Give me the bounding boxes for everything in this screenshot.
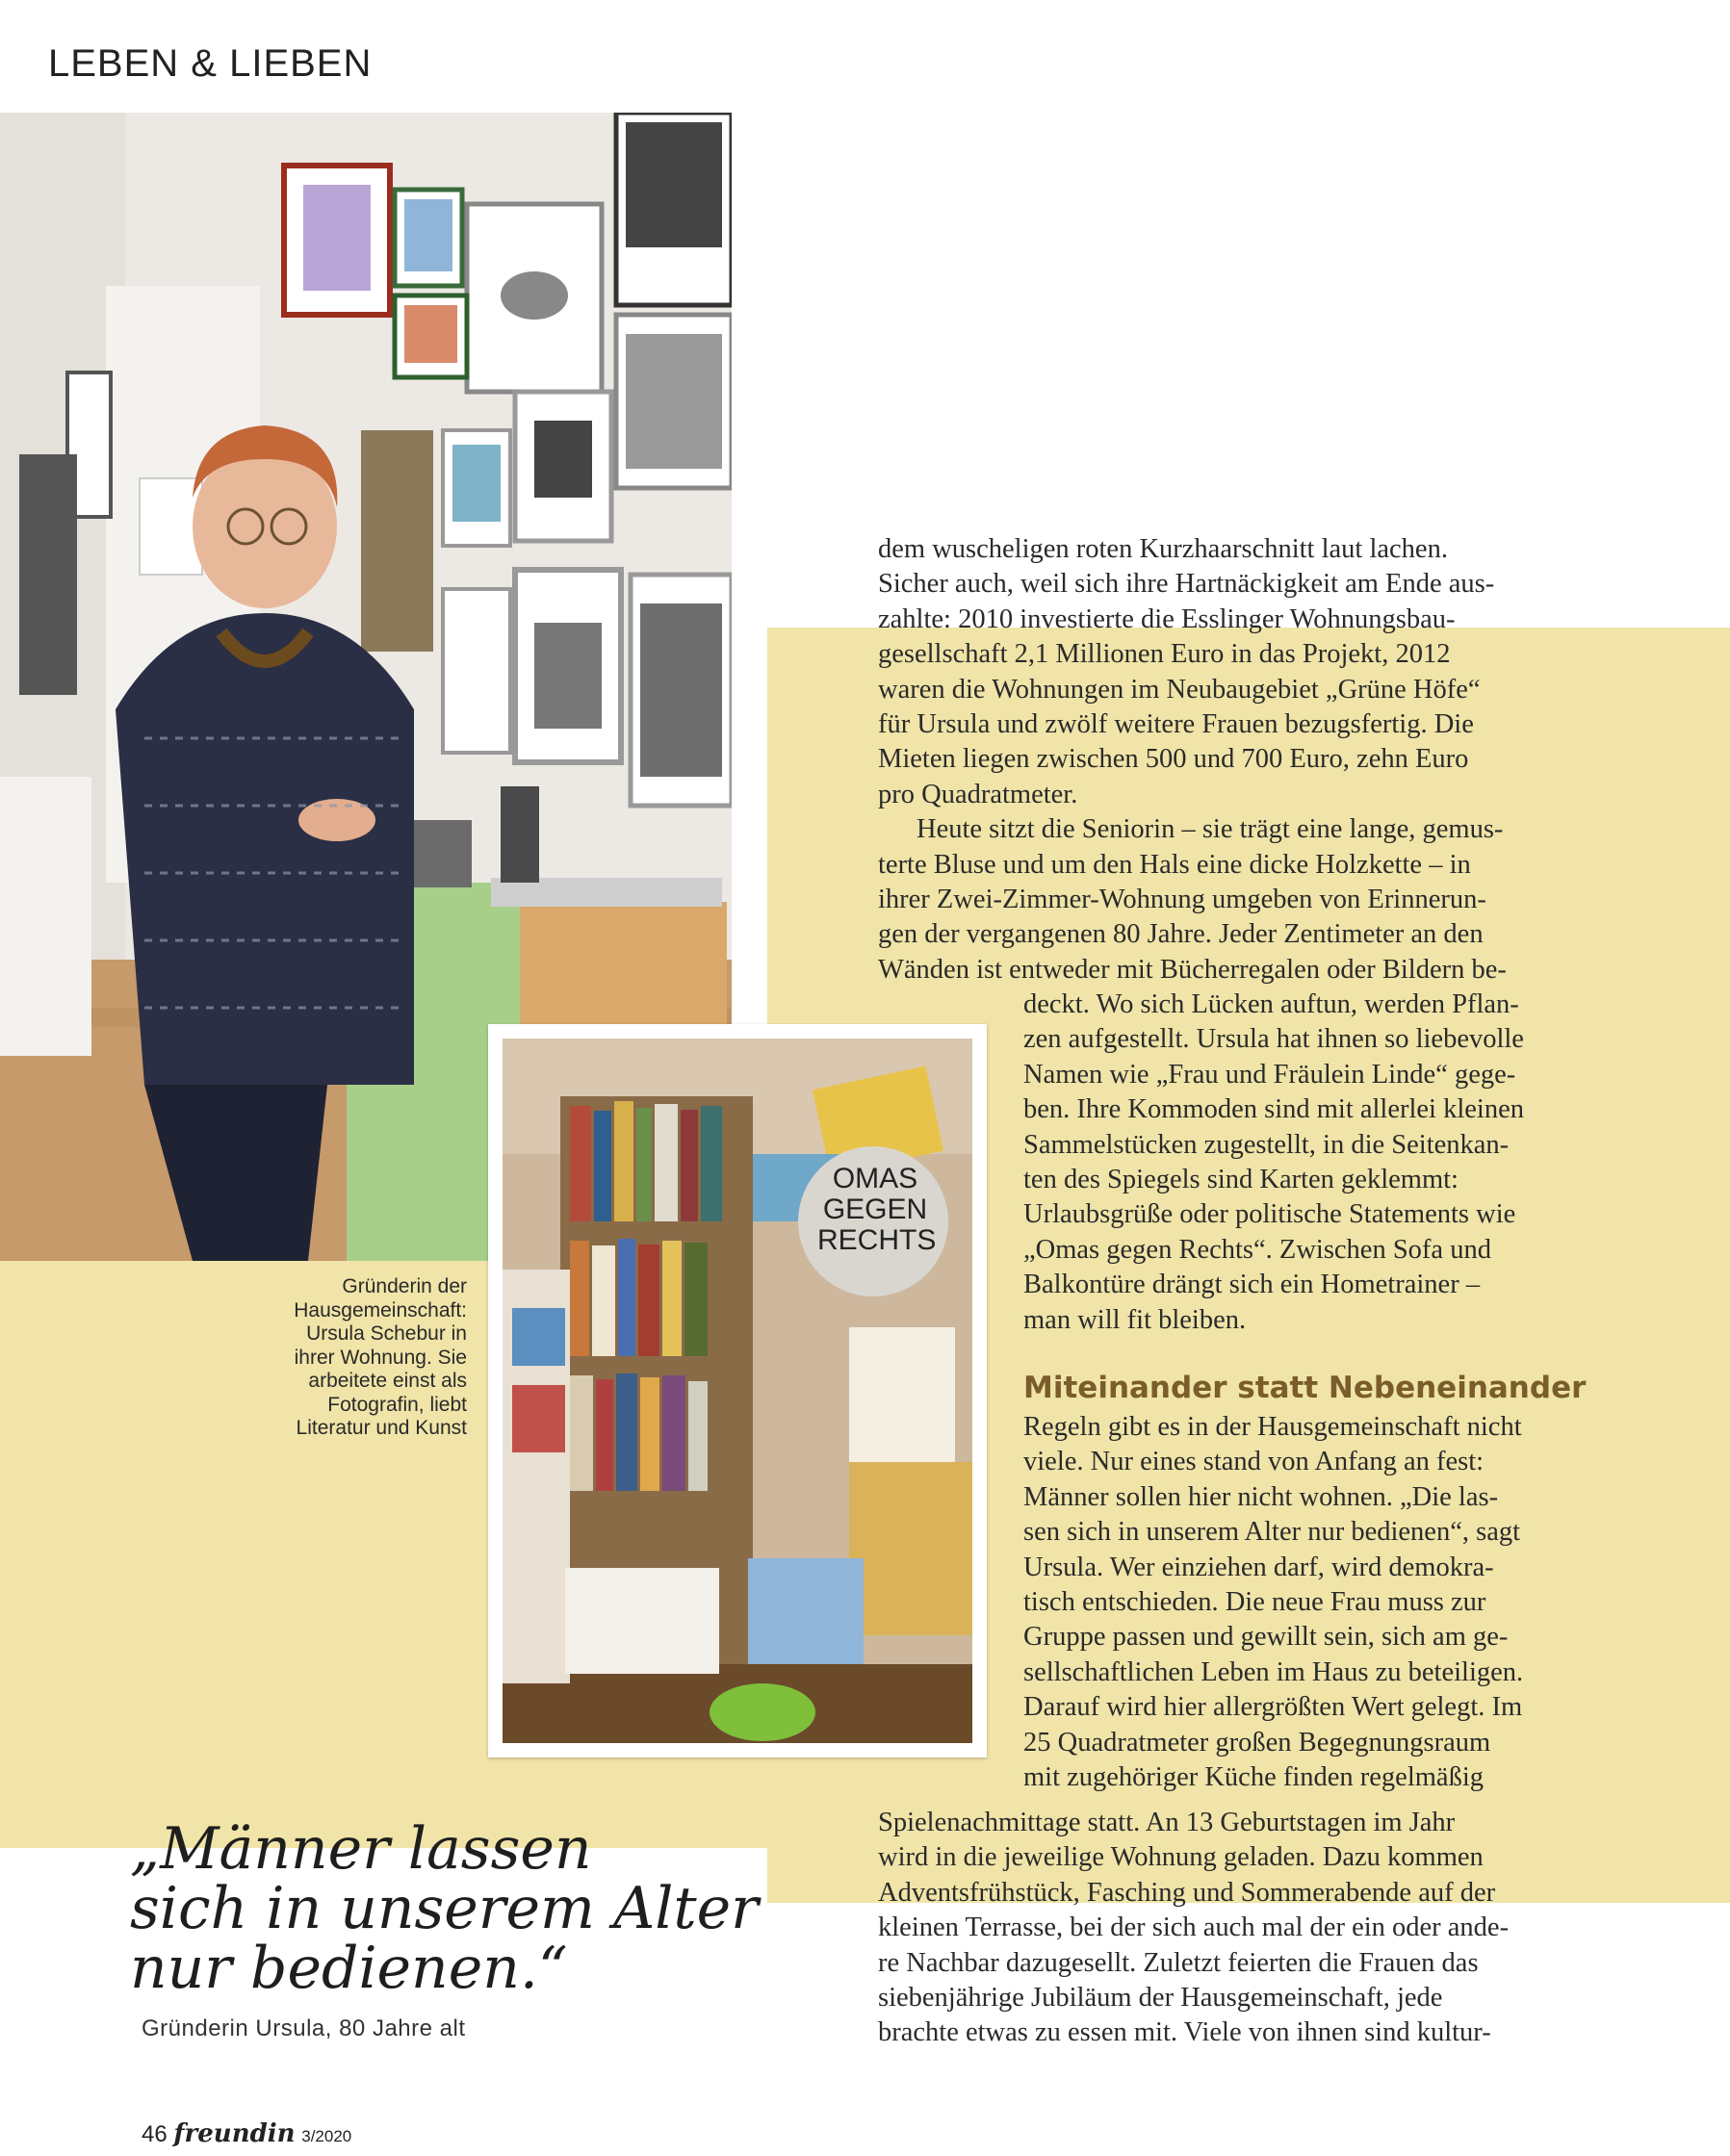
- text-line: Wänden ist entweder mit Bücherregalen oder Bildern be-: [878, 954, 1507, 985]
- quote-line: nur bedienen.“: [130, 1935, 568, 2002]
- text-line: für Ursula und zwölf weitere Frauen bezugsfertig. Die: [878, 709, 1474, 740]
- text-line: Spielenachmittage statt. An 13 Geburtstagen im Jahr: [878, 1808, 1456, 1837]
- sign-line-3: RECHTS: [817, 1224, 937, 1256]
- section-header: LEBEN & LIEBEN: [48, 42, 373, 85]
- text-line: siebenjährige Jubiläum der Hausgemeinschaft, jede: [878, 1983, 1443, 2014]
- text-line: ten des Spiegels sind Karten geklemmt:: [1023, 1165, 1459, 1195]
- text-line: Urlaubsgrüße oder politische Statements wie: [1023, 1199, 1516, 1230]
- text-line: viele. Nur eines stand von Anfang an fest:: [1023, 1447, 1485, 1477]
- article-text-upper: [878, 532, 1507, 988]
- caption-line: arbeitete einst als: [308, 1370, 467, 1392]
- text-line: gesellschaft 2,1 Millionen Euro in das Projekt, 2012: [878, 639, 1451, 670]
- text-line: deckt. Wo sich Lücken auftun, werden Pflan-: [1023, 989, 1519, 1019]
- text-line: Heute sitzt die Seniorin – sie trägt eine lange, gemus-: [917, 814, 1504, 845]
- article-text-lower-narrow: [1023, 1410, 1523, 1795]
- caption-line: Hausgemeinschaft:: [294, 1298, 467, 1322]
- page-number: 46: [142, 2121, 168, 2147]
- inset-photo-illustration: [503, 1039, 972, 1743]
- text-line: terte Bluse und um den Hals eine dicke Holzkette – in: [878, 849, 1471, 880]
- caption-line: Gründerin der: [342, 1275, 467, 1297]
- text-line: zen aufgestellt. Ursula hat ihnen so liebevolle: [1023, 1024, 1524, 1055]
- text-line: waren die Wohnungen im Neubaugebiet „Grüne Höfe“: [878, 674, 1481, 705]
- quote-line: sich in unserem Alter: [130, 1875, 759, 1942]
- photo-caption: [260, 1275, 467, 1441]
- text-line: Sicher auch, weil sich ihre Hartnäckigkeit am Ende aus-: [878, 569, 1495, 600]
- caption-line: Fotografin, liebt: [327, 1393, 467, 1416]
- text-line: ihrer Zwei-Zimmer-Wohnung umgeben von Erinnerun-: [878, 885, 1486, 915]
- inset-photo: [503, 1039, 972, 1743]
- text-line: Gruppe passen und gewillt sein, sich am ge-: [1023, 1622, 1509, 1653]
- text-line: sen sich in unserem Alter nur bedienen“, sagt: [1023, 1517, 1521, 1548]
- text-line: pro Quadratmeter.: [878, 779, 1078, 809]
- caption-line: Literatur und Kunst: [296, 1417, 467, 1439]
- text-line: wird in die jeweilige Wohnung geladen. Dazu kommen: [878, 1842, 1484, 1873]
- text-line: zahlte: 2010 investierte die Esslinger Wohnungsbau-: [878, 603, 1456, 634]
- text-line: Sammelstücken zugestellt, in die Seitenkan-: [1023, 1129, 1510, 1160]
- caption-line: ihrer Wohnung. Sie: [294, 1346, 467, 1369]
- text-line: Namen wie „Frau und Fräulein Linde“ gege-: [1023, 1059, 1516, 1090]
- text-line: Regeln gibt es in der Hausgemeinschaft nicht: [1023, 1412, 1522, 1442]
- text-line: kleinen Terrasse, bei der sich auch mal der ein oder ande-: [878, 1912, 1510, 1943]
- text-line: Mieten liegen zwischen 500 und 700 Euro, zehn Euro: [878, 744, 1469, 775]
- quote-attribution: Gründerin Ursula, 80 Jahre alt: [142, 2015, 466, 2041]
- text-line: re Nachbar dazugesellt. Zuletzt feierten die Frauen das: [878, 1947, 1479, 1978]
- text-line: gen der vergangenen 80 Jahre. Jeder Zentimeter an den: [878, 919, 1484, 950]
- article-text-middle: [1023, 988, 1524, 1338]
- caption-line: Ursula Schebur in: [306, 1322, 467, 1345]
- omas-gegen-rechts-sign: [817, 1163, 937, 1256]
- sign-line-2: GEGEN: [822, 1194, 928, 1225]
- text-line: sellschaftlichen Leben im Haus zu beteiligen.: [1023, 1656, 1524, 1687]
- pull-quote: [130, 1815, 765, 2002]
- text-line: tisch entschieden. Die neue Frau muss zur: [1023, 1587, 1486, 1618]
- section-subheading: Miteinander statt Nebeneinander: [1023, 1371, 1587, 1405]
- text-line: Darauf wird hier allergrößten Wert gelegt. Im: [1023, 1692, 1523, 1723]
- quote-line: „Männer lassen: [130, 1815, 592, 1883]
- text-line: Adventsfrühstück, Fasching und Sommerabende auf der: [878, 1877, 1496, 1908]
- magazine-brand: freundin: [173, 2119, 296, 2148]
- issue-number: 3/2020: [301, 2127, 352, 2145]
- text-line: ben. Ihre Kommoden sind mit allerlei kleinen: [1023, 1094, 1524, 1125]
- text-line: Balkontüre drängt sich ein Hometrainer –: [1023, 1270, 1481, 1300]
- text-line: „Omas gegen Rechts“. Zwischen Sofa und: [1023, 1234, 1491, 1265]
- text-line: dem wuscheligen roten Kurzhaarschnitt laut lachen.: [878, 534, 1448, 564]
- page-footer: [142, 2119, 351, 2148]
- text-line: brachte etwas zu essen mit. Viele von ihnen sind kultur-: [878, 2017, 1491, 2048]
- text-line: mit zugehöriger Küche finden regelmäßig: [1023, 1762, 1484, 1793]
- sign-line-1: OMAS: [832, 1163, 918, 1194]
- article-text-bottom: [878, 1806, 1509, 2051]
- text-line: man will fit bleiben.: [1023, 1304, 1247, 1335]
- text-line: Männer sollen hier nicht wohnen. „Die las-: [1023, 1481, 1499, 1512]
- text-line: Ursula. Wer einziehen darf, wird demokra-: [1023, 1552, 1494, 1582]
- text-line: 25 Quadratmeter großen Begegnungsraum: [1023, 1727, 1491, 1758]
